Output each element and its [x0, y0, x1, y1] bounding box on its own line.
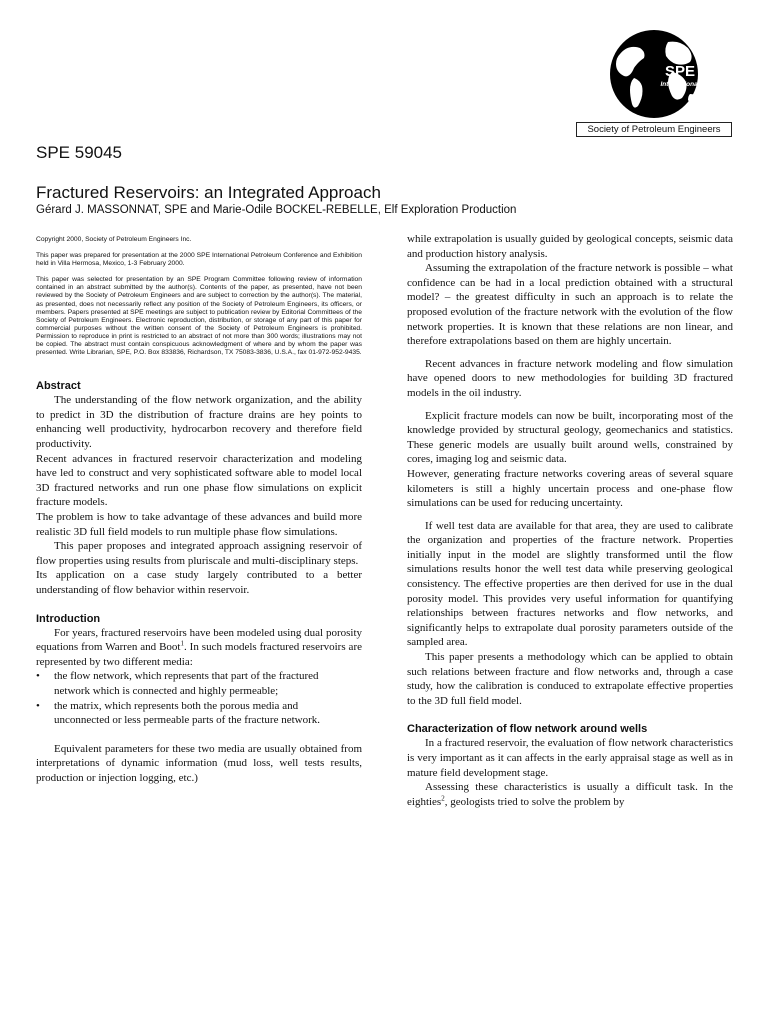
body-paragraph: In a fractured reservoir, the evaluation of flow network characteristics is very important as it can affects in the early appraisal stage as well as in mature field development stage.	[407, 737, 733, 779]
abstract-paragraph: Its application on a case study largely contributed to a better understanding of flow behavior within reservoir.	[36, 569, 362, 596]
media-list	[36, 669, 362, 727]
logo-caption: Society of Petroleum Engineers	[576, 122, 732, 137]
paper-title: Fractured Reservoirs: an Integrated Approach	[36, 183, 381, 202]
abstract-heading: Abstract	[36, 380, 81, 393]
intro-paragraph: Equivalent parameters for these two media are usually obtained from interpretations of dynamic information (mud loss, well tests results, production or injection logging, etc.)	[36, 742, 362, 784]
logo-abbr: SPE	[664, 63, 696, 80]
globe-icon	[576, 28, 732, 124]
body-paragraph: Assuming the extrapolation of the fracture network is possible – what confidence can be had in a local prediction obtained with a structural model? – the greatest difficulty in such an approach is to relate the proposed evolution of the fracture network with the evolution of the flow network properties. It is known that these relations are non linear, and therefore extrapolations based on them are highly uncertain.	[407, 262, 733, 348]
intro-paragraph: For years, fractured reservoirs have been modeled using dual porosity equations from Warren and Boot$^1$. In such models fractured reservoirs are represented by two different media:	[36, 626, 362, 668]
logo-subtitle: International	[660, 81, 700, 88]
introduction-heading: Introduction	[36, 612, 101, 625]
abstract-paragraph: Recent advances in fractured reservoir characterization and modeling have led to construct and very sophisticated software able to model local 3D fractured networks and run one phase flow simulations on explicit fracture models.	[36, 452, 362, 509]
body-paragraph: Explicit fracture models can now be built, incorporating most of the knowledge provided by structural geology, geomechanics and statistics. These generic models are usually built around wells, constrained by cores, imaging log and seismic data.	[407, 409, 733, 466]
body-paragraph: If well test data are available for that area, they are used to calibrate the organization and properties of the fracture network. Properties initially input in the model are slightly transformed until the flow simulations results honor the well test data while preserving geological consistency. The effective properties are then derived for use in the dual porosity model. This provides very useful information for quantifying relationships between fractures networks and flow networks, and significantly helps to extrapolate dual porosity parameters outside of the sampled area.	[407, 519, 733, 649]
abstract-paragraph: The understanding of the flow network organization, and the ability to predict in 3D the distribution of fracture drains are hey points to enhancing well productivity, hydrocarbon recovery and therefore field productivity.	[36, 394, 362, 450]
body-paragraph: Recent advances in fracture network modeling and flow simulation have opened doors to new methodologies for building 3D fractured models in the oil industry.	[407, 357, 733, 399]
body-paragraph: while extrapolation is usually guided by geological concepts, seismic data and production history analysis.	[407, 233, 733, 260]
body-paragraph: Assessing these characteristics is usually a difficult task. In the eighties$^2$, geologists tried to solve the problem by	[407, 781, 733, 808]
bullet-icon: •	[36, 699, 40, 712]
abstract-paragraph: This paper proposes and integrated approach assigning reservoir of flow properties using results from pluriscale and multi-disciplinary steps.	[36, 540, 362, 567]
paper-number: SPE 59045	[36, 143, 123, 162]
abstract-paragraph: The problem is how to take advantage of these advances and build more realistic 3D full field models to run multiple phase flow simulations.	[36, 510, 362, 538]
body-paragraph: However, generating fracture networks covering areas of several square kilometers is still a highly uncertain process and one-phase flow simulations can be used for reducing uncertainty.	[407, 467, 733, 510]
paper-authors: Gérard J. MASSONNAT, SPE and Marie-Odile BOCKEL-REBELLE, Elf Exploration Production	[36, 204, 517, 216]
copyright-notice: Copyright 2000, Society of Petroleum Engineers Inc.	[36, 236, 192, 243]
left-column	[36, 236, 362, 785]
bullet-icon: •	[36, 670, 40, 683]
selection-notice: This paper was selected for presentation by an SPE Program Committee following review of information contained in an abstract submitted by the author(s). Contents of the paper, as presented, have not been reviewed by the Society of Petroleum Engineers and are subject to correction by the author(s). The material, as presented, does not necessarily reflect any position of the Society of Petroleum Engineers, its officers, or members. Papers presented at SPE meetings are subject to publication review by Editorial Committees of the Society of Petroleum Engineers. Electronic reproduction, distribution, or storage of any part of this paper for commercial purposes without the written consent of the Society of Petroleum Engineers is prohibited. Permission to reproduce in print is restricted to an abstract of not more than 300 words; illustrations may not be copied. The abstract must contain conspicuous acknowledgment of where and by whom the paper was presented. Write Librarian, SPE, P.O. Box 833836, Richardson, TX 75083-3836, U.S.A., fax 01-972-952-9435.	[36, 276, 362, 357]
spe-logo	[576, 28, 732, 140]
list-item: • the matrix, which represents both the porous media and unconnected or less permeable parts of the fracture network.	[36, 699, 321, 727]
presentation-notice: This paper was prepared for presentation at the 2000 SPE International Petroleum Conference and Exhibition held in Villa Hermosa, Mexico, 1-3 February 2000.	[36, 252, 362, 268]
section-heading: Characterization of flow network around wells	[407, 723, 648, 736]
body-paragraph: This paper presents a methodology which can be applied to obtain such relations between fracture and flow networks and, through a case study, how the calibration is conduced to extrapolate effective properties to the 3D full field model.	[407, 651, 733, 707]
right-column	[407, 232, 733, 809]
list-item: • the flow network, which represents that part of the fractured network which is connected and highly permeable;	[36, 670, 319, 697]
